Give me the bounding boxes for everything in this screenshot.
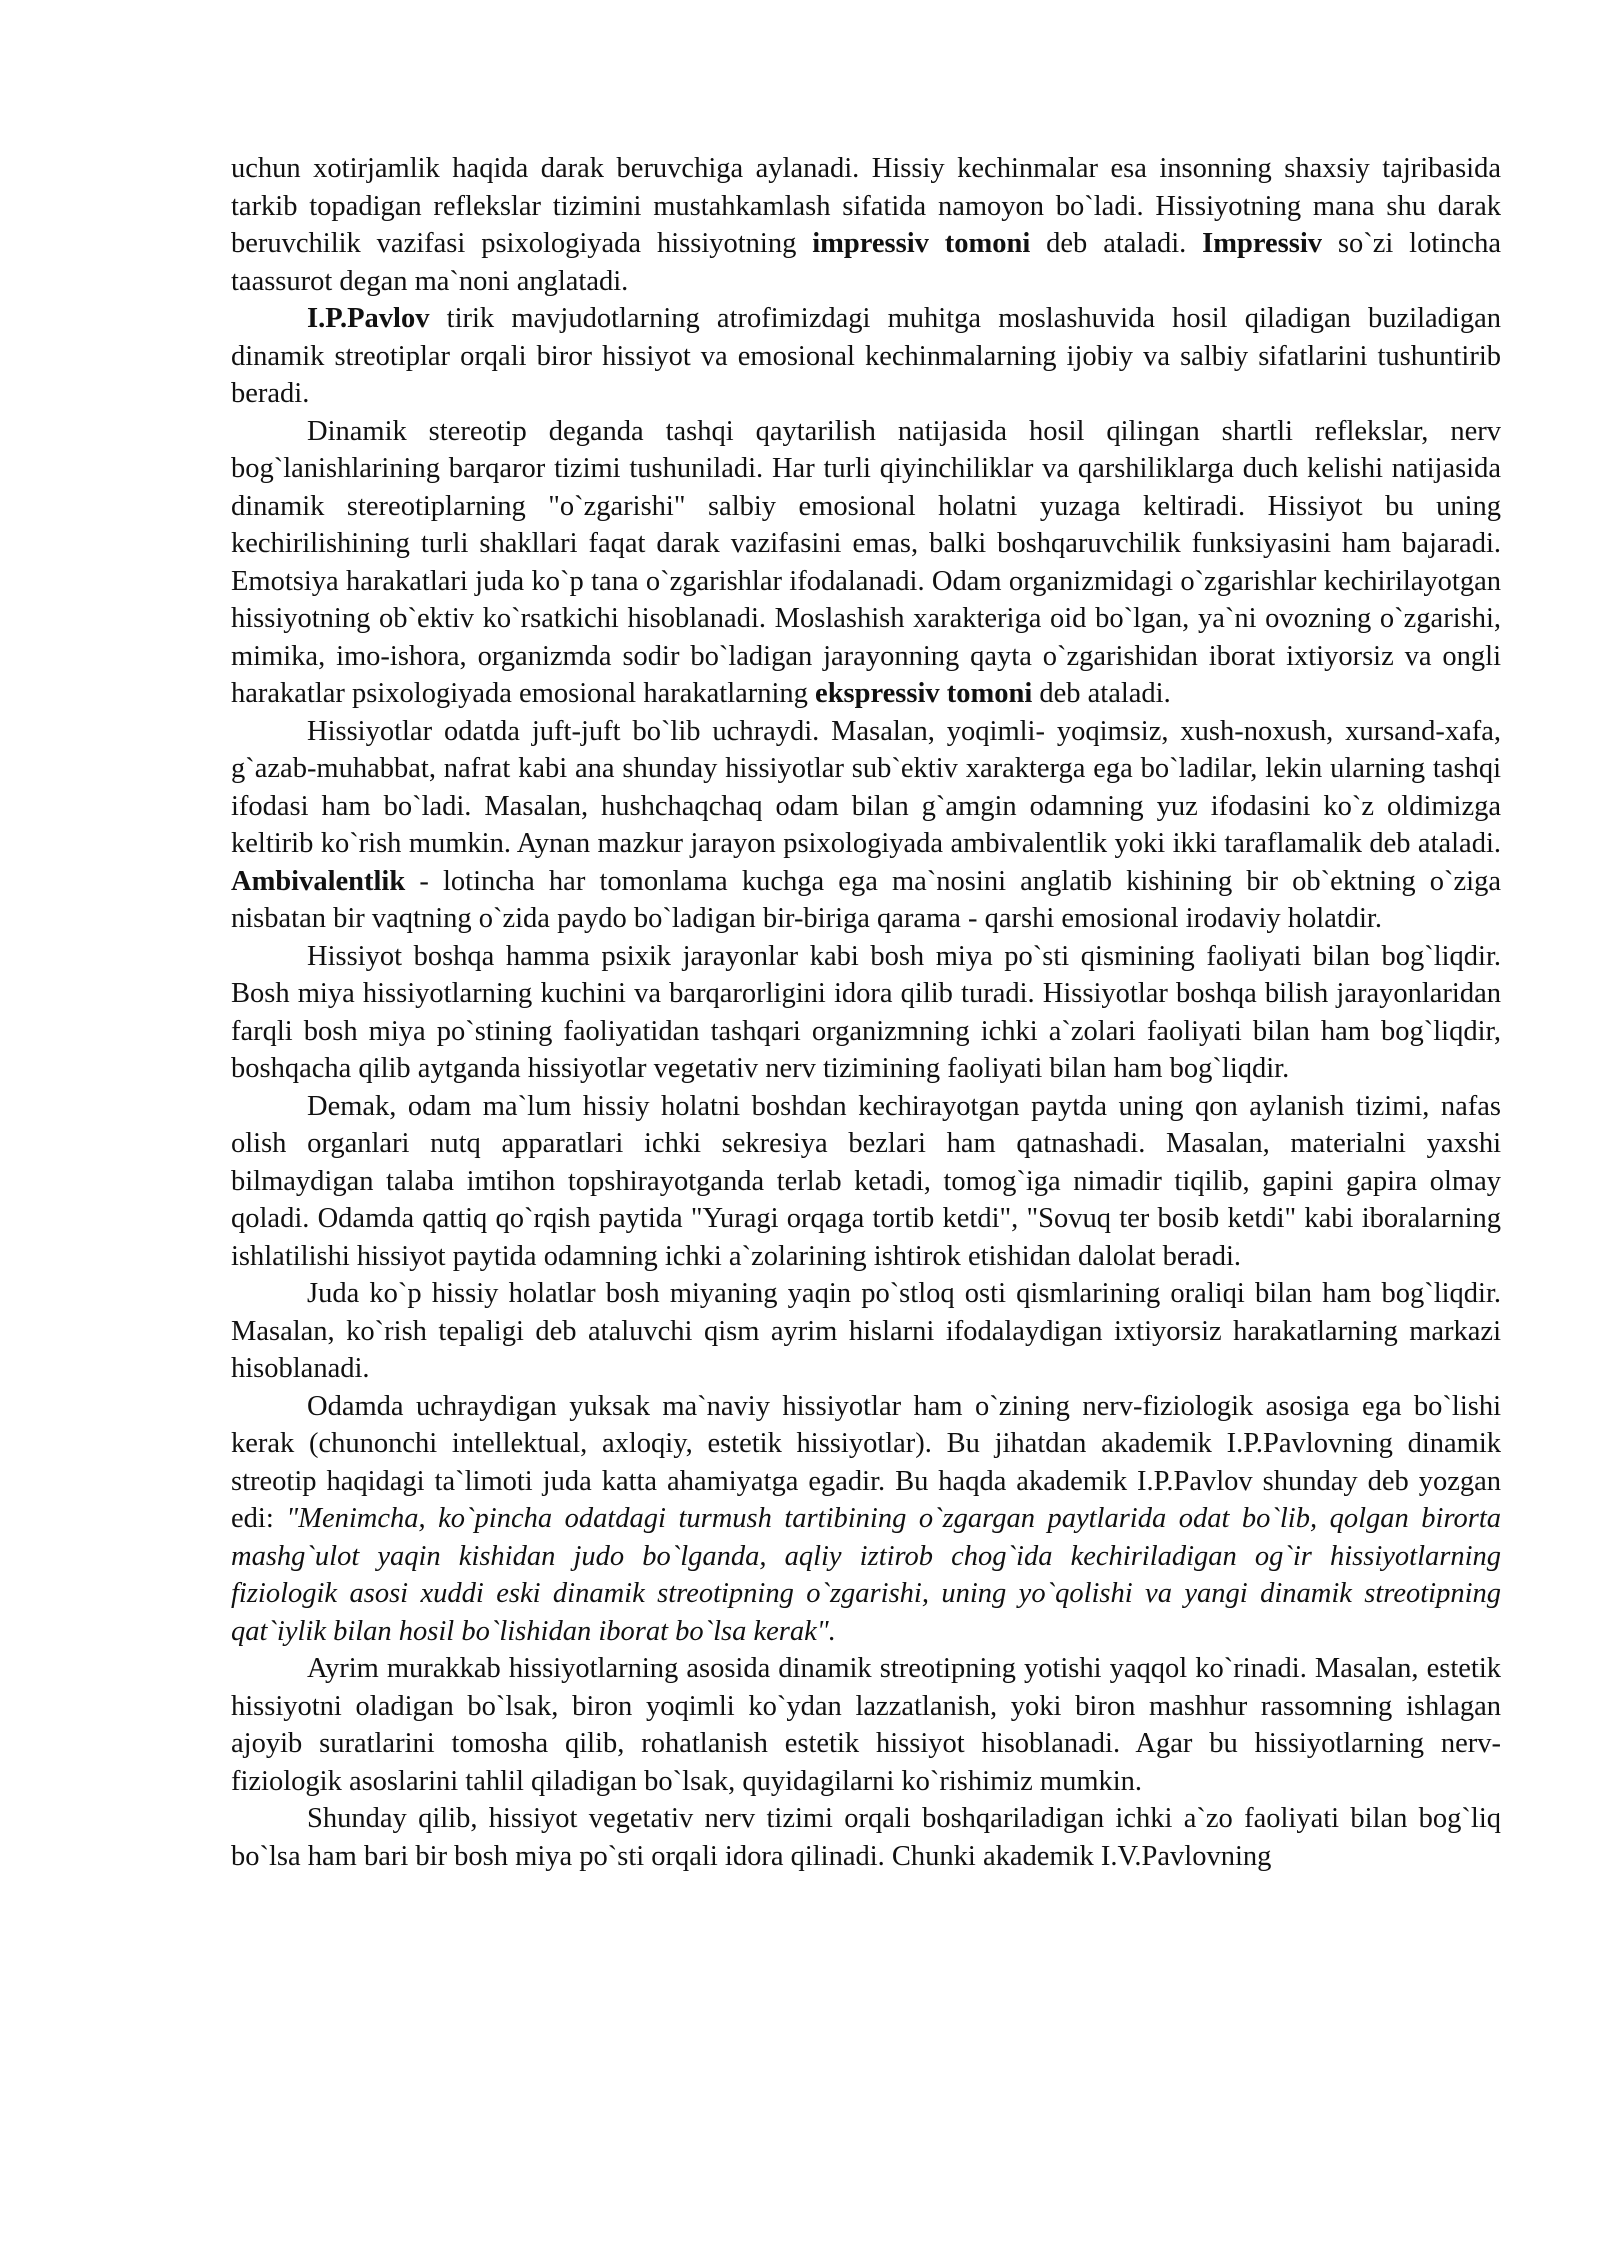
bold-term-ambivalentlik: Ambivalentlik [231,865,406,897]
paragraph-7: Juda ko`p hissiy holatlar bosh miyaning yaqin po`stloq osti qismlarining oraliqi bilan ham bog`liqdir. Masalan, ko`rish tepaligi deb ataluvchi qism ayrim hislarni ifodalaydigan ixtiyorsiz harakatlarning markazi hisoblanadi. [231,1278,1501,1384]
text-run: Hissiyotlar odatda juft-juft bo`lib uchraydi. Masalan, yoqimli- yoqimsiz, xush-noxush, xursand-xafa, g`azab-muhabbat, nafrat kabi ana shunday hissiyotlar sub`ektiv xarakterga ega bo`ladilar, lekin ularning tashqi ifodasi ham bo`ladi. Masalan, hushchaqchaq odam bilan g`amgin odamning yuz ifodasini ko`z oldimizga keltirib ko`rish mumkin. Aynan mazkur jarayon psixologiyada ambivalentlik yoki ikki taraflamalik deb ataladi. [231,715,1501,859]
bold-term-ekspressiv-tomoni: ekspressiv tomoni [815,678,1033,709]
paragraph-4 [231,713,1501,938]
paragraph-1 [231,150,1501,300]
paragraph-2 [231,300,1501,413]
text-run: - lotincha har tomonlama kuchga ega ma`nosini anglatib kishining bir ob`ektning o`ziga nisbatan bir vaqtning o`zida paydo bo`ladigan bir-biriga qarama - qarshi emosional irodaviy holatdir. [231,865,1501,934]
text-run: deb ataladi. [1032,678,1171,709]
paragraph-3 [231,413,1501,713]
italic-quote: "Menimcha, ko`pincha odatdagi turmush tartibining o`zgargan paytlarida odat bo`lib, qolgan birorta mashg`ulot yaqin kishidan judo bo`lganda, aqliy iztirob chog`ida kechiriladigan og`ir hissiyotlarning fiziologik asosi xuddi eski dinamik streotipning o`zgarishi, uning yo`qolishi va yangi dinamik streotipning qat`iylik bilan hosil bo`lishidan iborat bo`lsa kerak". [231,1503,1501,1647]
text-run: uchun xotirjamlik haqida darak beruvchiga aylanadi. Hissiy kechinmalar esa insonning shaxsiy tajribasida tarkib topadigan reflekslar tizimini mustahkamlash sifatida namoyon bo`ladi. Hissiyotning mana shu darak beruvchilik vazifasi psixologiyada hissiyotning [231,153,1501,259]
paragraph-6: Demak, odam ma`lum hissiy holatni boshdan kechirayotgan paytda uning qon aylanish tizimi, nafas olish organlari nutq apparatlari ichki sekresiya bezlari ham qatnashadi. Masalan, materialni yaxshi bilmaydigan talaba imtihon topshirayotganda terlab ketadi, tomog`iga nimadir tiqilib, gapini gapira olmay qoladi. Odamda qattiq qo`rqish paytida "Yuragi orqaga tortib ketdi", "Sovuq ter bosib ketdi" kabi iboralarning ishlatilishi hissiyot paytida odamning ichki a`zolarining ishtirok etishidan dalolat beradi. [231,1090,1501,1272]
bold-term-pavlov: I.P.Pavlov [307,303,430,334]
bold-term-impressiv: Impressiv [1202,228,1322,259]
paragraph-5: Hissiyot boshqa hamma psixik jarayonlar kabi bosh miya po`sti qismining faoliyati bilan bog`liqdir. Bosh miya hissiyotlarning kuchini va barqarorligini idora qilib turadi. Hissiyotlar boshqa bilish jarayonlaridan farqli bosh miya po`stining faoliyatidan tashqari organizmning ichki a`zolari faoliyati bilan ham bog`liqdir, boshqacha qilib aytganda hissiyotlar vegetativ nerv tizimining faoliyati bilan ham bog`liqdir. [231,940,1501,1084]
bold-term-impressiv-tomoni: impressiv tomoni [812,228,1031,259]
document-page [231,150,1501,1875]
text-run: tirik mavjudotlarning atrofimizdagi muhitga moslashuvida hosil qiladigan buziladigan dinamik streotiplar orqali biror hissiyot va emosional kechinmalarning ijobiy va salbiy sifatlarini tushuntirib beradi. [231,303,1501,409]
text-run: Odamda uchraydigan yuksak ma`naviy hissiyotlar ham o`zining nerv-fiziologik asosiga ega bo`lishi kerak (chunonchi intellektual, axloqiy, estetik hissiyotlar). Bu jihatdan akademik I.P.Pavlovning dinamik streotip haqidagi ta`limoti juda katta ahamiyatga egadir. Bu haqda akademik I.P.Pavlov shunday deb yozgan edi: [231,1390,1501,1534]
paragraph-9: Ayrim murakkab hissiyotlarning asosida dinamik streotipning yotishi yaqqol ko`rinadi. Masalan, estetik hissiyotni oladigan bo`lsak, biron yoqimli ko`ydan lazzatlanish, yoki biron mashhur rassomning ishlagan ajoyib suratlarini tomosha qilib, rohatlanish estetik hissiyot hisoblanadi. Agar bu hissiyotlarning nerv-fiziologik asoslarini tahlil qiladigan bo`lsak, quyidagilarni ko`rishimiz mumkin. [231,1653,1501,1797]
paragraph-10: Shunday qilib, hissiyot vegetativ nerv tizimi orqali boshqariladigan ichki a`zo faoliyati bilan bog`liq bo`lsa ham bari bir bosh miya po`sti orqali idora qilinadi. Chunki akademik I.V.Pavlovning [231,1803,1501,1872]
text-run: deb ataladi. [1030,228,1203,259]
text-run: Dinamik stereotip deganda tashqi qaytarilish natijasida hosil qilingan shartli reflekslar, nerv bog`lanishlarining barqaror tizimi tushuniladi. Har turli qiyinchiliklar va qarshiliklarga duch kelishi natijasida dinamik stereotiplarning "o`zgarishi" salbiy emosional holatni yuzaga keltiradi. Hissiyot bu uning kechirilishining turli shakllari faqat darak vazifasini emas, balki boshqaruvchilik funksiyasini ham bajaradi. Emotsiya harakatlari juda ko`p tana o`zgarishlar ifodalanadi. Odam organizmidagi o`zgarishlar kechirilayotgan hissiyotning ob`ektiv ko`rsatkichi hisoblanadi. Moslashish xarakteriga oid bo`lgan, ya`ni ovozning o`zgarishi, mimika, imo-ishora, organizmda sodir bo`ladigan jarayonning qayta o`zgarishidan iborat ixtiyorsiz va ongli harakatlar psixologiyada emosional harakatlarning [231,415,1501,709]
text-run: so`zi lotincha taassurot degan ma`noni anglatadi. [231,228,1501,297]
paragraph-8 [231,1388,1501,1651]
